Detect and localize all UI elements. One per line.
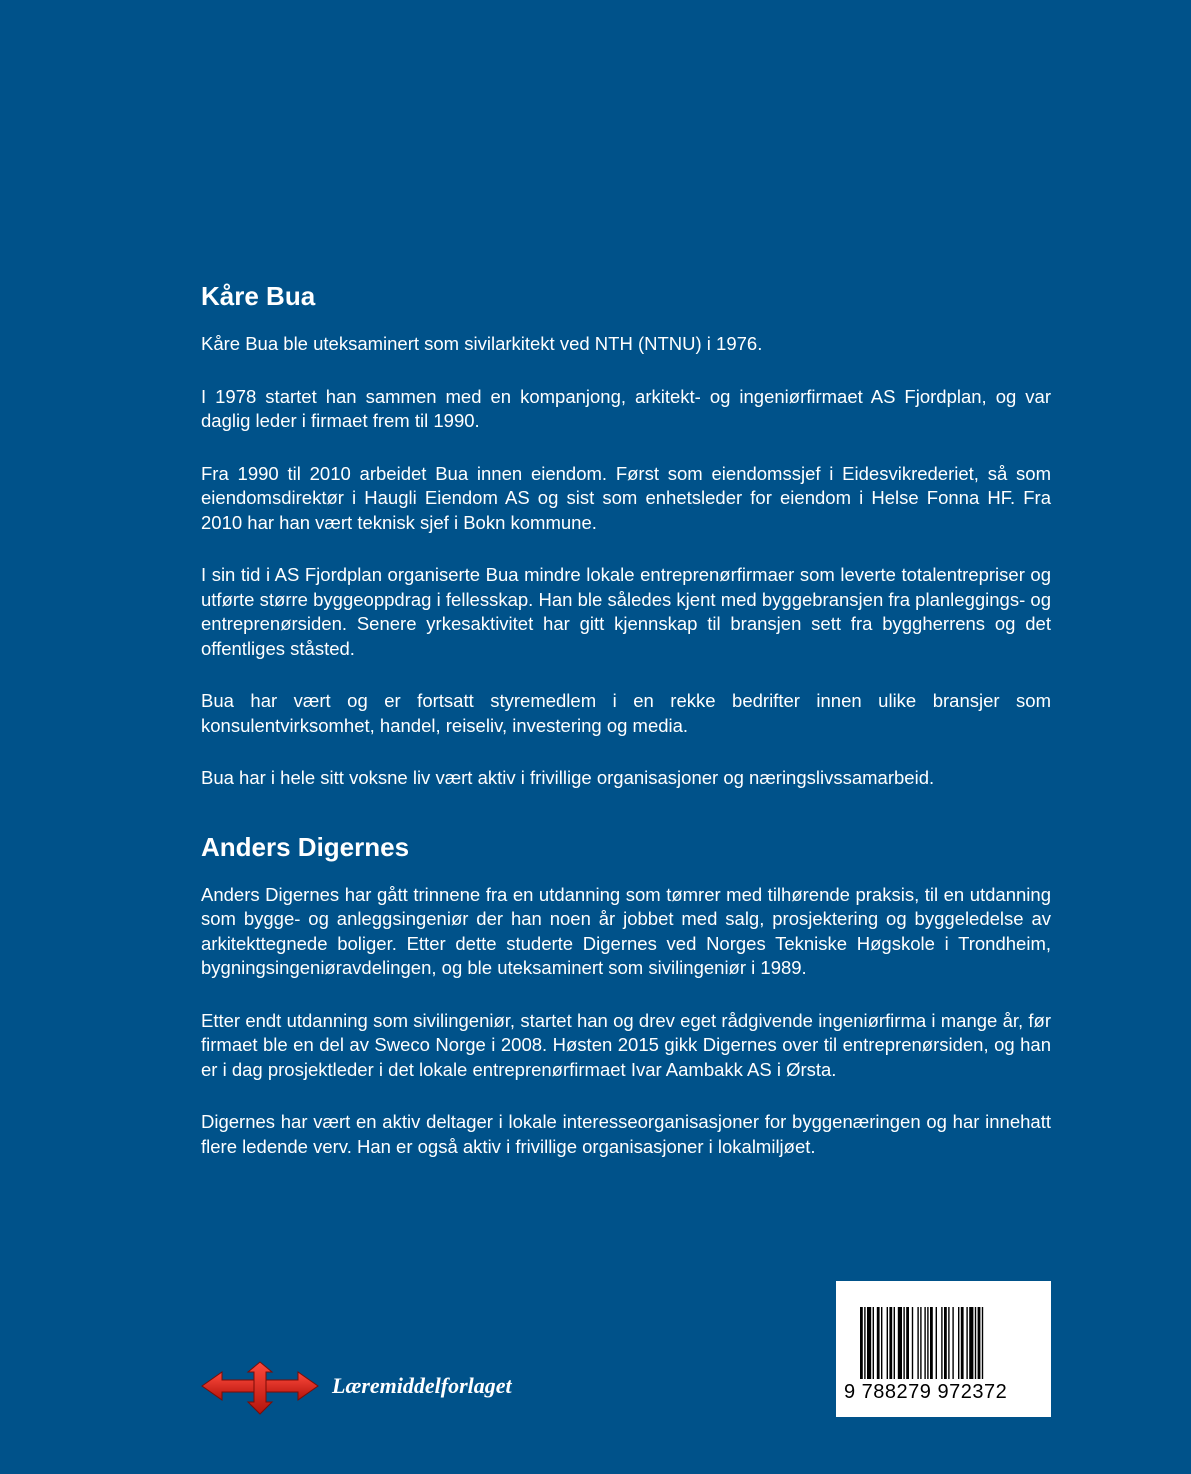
barcode-bar [975, 1307, 976, 1379]
barcode-bar [877, 1307, 880, 1379]
barcode-bar [898, 1307, 902, 1379]
isbn-barcode [836, 1281, 1051, 1417]
bio-paragraph: Bua har i hele sitt voksne liv vært aktiv i frivillige organisasjoner og næringslivssamarbeid. [201, 767, 935, 788]
bio-paragraph: I 1978 startet han sammen med en kompanjong, arkitekt- og ingeniørfirmaet AS Fjordplan, og var daglig leder i firmaet frem til 1990. [201, 385, 1051, 431]
barcode-bar [930, 1307, 933, 1379]
bio-paragraph: Etter endt utdanning som sivilingeniør, startet han og drev eget rådgivende ingeniørfirma i mange år, før firmaet ble en del av Sweco Norge i 2008. Høsten 2015 gikk Digernes over til entreprenørsiden, og han er i dag prosjektleder i det lokale entreprenørfirmaet Ivar Aambakk AS i Ørsta. [201, 1009, 1051, 1080]
barcode-bar [948, 1307, 949, 1379]
bio-paragraph: Fra 1990 til 2010 arbeidet Bua innen eiendom. Først som eiendomssjef i Eidesvikrederiet, så som eiendomsdirektør i Haugli Eiendom AS og sist som enhetsleder for eiendom i Helse Fonna HF. Fra 2010 har han vært teknisk sjef i Bokn kommune. [201, 462, 1051, 533]
barcode-bar [982, 1307, 983, 1379]
barcode-bar [941, 1307, 942, 1379]
barcode-bar [952, 1307, 953, 1379]
bio-paragraph: Anders Digernes har gått trinnene fra en utdanning som tømrer med tilhørende praksis, til en utdanning som bygge- og anleggsingeniør der han noen år jobbet med salg, prosjektering og byggeledelse av arkitekttegnede boliger. Etter dette studerte Digernes ved Norges Tekniske Høgskole i Trondheim, bygningsingeniøravdelingen, og ble uteksaminert som sivilingeniør i 1989. [201, 883, 1051, 978]
isbn-number: 9 788279 972372 [844, 1381, 1008, 1403]
barcode-bar [927, 1307, 928, 1379]
publisher-name: Læremiddelforlaget [332, 1373, 512, 1398]
barcode-bar [924, 1307, 925, 1379]
barcode-bar [906, 1307, 909, 1379]
barcode-bar [920, 1307, 921, 1379]
barcode-bar [889, 1307, 892, 1379]
barcode-bar [944, 1307, 947, 1379]
back-cover-text [201, 280, 1051, 1187]
bio-paragraph: Digernes har vært en aktiv deltager i lokale interesseorganisasjoner for byggenæringen og har innehatt flere ledende verv. Han er også aktiv i frivillige organisasjoner i lokalmiljøet. [201, 1111, 1051, 1157]
barcode-bar [936, 1307, 937, 1379]
barcode-bar [912, 1307, 913, 1379]
barcode-bar [881, 1307, 882, 1379]
barcode-bar [873, 1307, 874, 1379]
barcode-bar [961, 1307, 964, 1379]
author-name-kare-bua: Kåre Bua [201, 281, 316, 311]
barcode-bar [887, 1307, 888, 1379]
barcode-bar [917, 1307, 918, 1379]
barcode-bar [903, 1307, 904, 1379]
barcode-bar [867, 1307, 871, 1379]
barcode-bar [966, 1307, 967, 1379]
barcode-bar [978, 1307, 981, 1379]
red-arrows-logo-icon [200, 1360, 320, 1416]
author-name-anders-digernes: Anders Digernes [201, 831, 410, 862]
barcode-bar [958, 1307, 959, 1379]
bio-paragraph: I sin tid i AS Fjordplan organiserte Bua mindre lokale entreprenørfirmaer som leverte totalentrepriser og utførte større byggeoppdrag i fellesskap. Han ble således kjent med byggebransjen fra planleggings- og entreprenørsiden. Senere yrkesaktivitet har gitt kjennskap til bransjen sett fra byggherrens og det offentliges ståsted. [201, 564, 1051, 659]
barcode-bars [860, 1307, 1030, 1383]
bio-paragraph: Kåre Bua ble uteksaminert som sivilarkitekt ved NTH (NTNU) i 1976. [201, 333, 763, 354]
bio-paragraph: Bua har vært og er fortsatt styremedlem i en rekke bedrifter innen ulike bransjer som konsulentvirksomhet, handel, reiseliv, investering og media. [201, 690, 1051, 736]
barcode-bar [894, 1307, 895, 1379]
barcode-bar [864, 1307, 865, 1379]
barcode-bar [969, 1307, 973, 1379]
barcode-bar [860, 1307, 863, 1379]
